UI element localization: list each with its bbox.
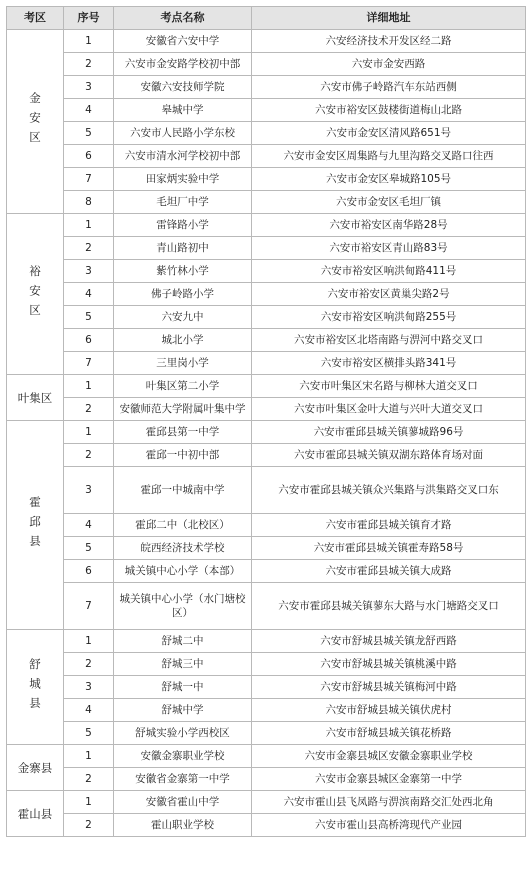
address-cell: 六安市舒城县城关镇梅河中路 [252, 676, 526, 699]
table-row [7, 352, 526, 375]
address-cell: 六安市裕安区横排头路341号 [252, 352, 526, 375]
site-name-cell: 青山路初中 [114, 237, 252, 260]
exam-sites-table-container [6, 6, 526, 837]
address-cell: 六安市霍山县高桥湾现代产业园 [252, 814, 526, 837]
address-cell: 六安市霍邱县城关镇霍寿路58号 [252, 537, 526, 560]
site-name-cell: 舒城一中 [114, 676, 252, 699]
row-number-cell: 8 [64, 191, 114, 214]
site-name-cell: 城关镇中心小学（水门塘校区） [114, 583, 252, 630]
table-row [7, 653, 526, 676]
site-name-cell: 城关镇中心小学（本部） [114, 560, 252, 583]
table-row [7, 745, 526, 768]
site-name-cell: 安徽省六安中学 [114, 30, 252, 53]
address-cell: 六安经济技术开发区经二路 [252, 30, 526, 53]
row-number-cell: 1 [64, 791, 114, 814]
address-cell: 六安市舒城县城关镇伏虎村 [252, 699, 526, 722]
site-name-cell: 叶集区第二小学 [114, 375, 252, 398]
table-row [7, 53, 526, 76]
row-number-cell: 5 [64, 122, 114, 145]
address-cell: 六安市舒城县城关镇桃溪中路 [252, 653, 526, 676]
address-cell: 六安市裕安区鼓楼街道梅山北路 [252, 99, 526, 122]
table-row [7, 537, 526, 560]
table-row [7, 722, 526, 745]
site-name-cell: 霍山职业学校 [114, 814, 252, 837]
row-number-cell: 7 [64, 352, 114, 375]
row-number-cell: 2 [64, 653, 114, 676]
address-cell: 六安市金安区周集路与九里沟路交叉路口往西 [252, 145, 526, 168]
site-name-cell: 雷锋路小学 [114, 214, 252, 237]
site-name-cell: 安徽师范大学附属叶集中学 [114, 398, 252, 421]
address-cell: 六安市金安区清风路651号 [252, 122, 526, 145]
table-row [7, 237, 526, 260]
address-cell: 六安市金安西路 [252, 53, 526, 76]
address-cell: 六安市裕安区响洪甸路255号 [252, 306, 526, 329]
row-number-cell: 3 [64, 76, 114, 99]
site-name-cell: 霍邱县第一中学 [114, 421, 252, 444]
site-name-cell: 城北小学 [114, 329, 252, 352]
row-number-cell: 2 [64, 237, 114, 260]
district-cell: 叶集区 [7, 375, 64, 421]
table-row [7, 168, 526, 191]
site-name-cell: 霍邱一中初中部 [114, 444, 252, 467]
district-cell: 舒城县 [7, 630, 64, 745]
table-row [7, 145, 526, 168]
site-name-cell: 六安市清水河学校初中部 [114, 145, 252, 168]
row-number-cell: 2 [64, 444, 114, 467]
table-row [7, 699, 526, 722]
address-cell: 六安市霍邱县城关镇蓼东大路与水门塘路交叉口 [252, 583, 526, 630]
site-name-cell: 霍邱一中城南中学 [114, 467, 252, 514]
exam-sites-table [6, 6, 526, 837]
site-name-cell: 紫竹林小学 [114, 260, 252, 283]
row-number-cell: 2 [64, 768, 114, 791]
district-cell: 裕安区 [7, 214, 64, 375]
address-cell: 六安市佛子岭路汽车东站西侧 [252, 76, 526, 99]
site-name-cell: 六安九中 [114, 306, 252, 329]
table-row [7, 444, 526, 467]
row-number-cell: 6 [64, 329, 114, 352]
row-number-cell: 7 [64, 168, 114, 191]
table-row [7, 630, 526, 653]
address-cell: 六安市霍邱县城关镇育才路 [252, 514, 526, 537]
site-name-cell: 安徽六安技师学院 [114, 76, 252, 99]
site-name-cell: 六安市人民路小学东校 [114, 122, 252, 145]
row-number-cell: 6 [64, 145, 114, 168]
address-cell: 六安市裕安区青山路83号 [252, 237, 526, 260]
address-cell: 六安市金寨县城区安徽金寨职业学校 [252, 745, 526, 768]
row-number-cell: 1 [64, 745, 114, 768]
row-number-cell: 5 [64, 537, 114, 560]
site-name-cell: 安徽金寨职业学校 [114, 745, 252, 768]
site-name-cell: 霍邱二中（北校区） [114, 514, 252, 537]
table-row [7, 398, 526, 421]
address-cell: 六安市金寨县城区金寨第一中学 [252, 768, 526, 791]
address-cell: 六安市裕安区黄巢尖路2号 [252, 283, 526, 306]
row-number-cell: 7 [64, 583, 114, 630]
table-header-row [7, 7, 526, 30]
address-cell: 六安市舒城县城关镇龙舒西路 [252, 630, 526, 653]
table-row [7, 421, 526, 444]
district-cell: 霍邱县 [7, 421, 64, 630]
header-site-name: 考点名称 [114, 7, 252, 30]
table-row [7, 306, 526, 329]
table-row [7, 814, 526, 837]
site-name-cell: 佛子岭路小学 [114, 283, 252, 306]
row-number-cell: 1 [64, 421, 114, 444]
row-number-cell: 4 [64, 99, 114, 122]
site-name-cell: 皖西经济技术学校 [114, 537, 252, 560]
table-row [7, 375, 526, 398]
table-row [7, 283, 526, 306]
table-row [7, 214, 526, 237]
district-cell: 霍山县 [7, 791, 64, 837]
row-number-cell: 3 [64, 260, 114, 283]
address-cell: 六安市金安区毛坦厂镇 [252, 191, 526, 214]
district-cell: 金安区 [7, 30, 64, 214]
row-number-cell: 2 [64, 53, 114, 76]
site-name-cell: 六安市金安路学校初中部 [114, 53, 252, 76]
address-cell: 六安市叶集区金叶大道与兴叶大道交叉口 [252, 398, 526, 421]
site-name-cell: 舒城中学 [114, 699, 252, 722]
site-name-cell: 舒城实验小学西校区 [114, 722, 252, 745]
row-number-cell: 4 [64, 283, 114, 306]
table-row [7, 791, 526, 814]
site-name-cell: 毛坦厂中学 [114, 191, 252, 214]
row-number-cell: 3 [64, 467, 114, 514]
row-number-cell: 2 [64, 814, 114, 837]
row-number-cell: 1 [64, 30, 114, 53]
table-row [7, 76, 526, 99]
table-body [7, 30, 526, 837]
table-row [7, 329, 526, 352]
address-cell: 六安市霍邱县城关镇众兴集路与洪集路交叉口东 [252, 467, 526, 514]
table-row [7, 122, 526, 145]
header-address: 详细地址 [252, 7, 526, 30]
address-cell: 六安市霍邱县城关镇大成路 [252, 560, 526, 583]
table-row [7, 99, 526, 122]
row-number-cell: 5 [64, 722, 114, 745]
table-row [7, 676, 526, 699]
site-name-cell: 田家炳实验中学 [114, 168, 252, 191]
site-name-cell: 舒城二中 [114, 630, 252, 653]
header-number: 序号 [64, 7, 114, 30]
address-cell: 六安市霍邱县城关镇双湖东路体育场对面 [252, 444, 526, 467]
address-cell: 六安市裕安区南华路28号 [252, 214, 526, 237]
address-cell: 六安市裕安区北塔南路与淠河中路交叉口 [252, 329, 526, 352]
table-row [7, 583, 526, 630]
row-number-cell: 6 [64, 560, 114, 583]
table-row [7, 560, 526, 583]
table-row [7, 467, 526, 514]
address-cell: 六安市金安区皋城路105号 [252, 168, 526, 191]
site-name-cell: 三里岗小学 [114, 352, 252, 375]
address-cell: 六安市霍邱县城关镇蓼城路96号 [252, 421, 526, 444]
table-row [7, 260, 526, 283]
table-row [7, 514, 526, 537]
row-number-cell: 2 [64, 398, 114, 421]
row-number-cell: 1 [64, 630, 114, 653]
district-cell: 金寨县 [7, 745, 64, 791]
address-cell: 六安市叶集区宋名路与柳林大道交叉口 [252, 375, 526, 398]
row-number-cell: 1 [64, 214, 114, 237]
table-row [7, 768, 526, 791]
site-name-cell: 安徽省金寨第一中学 [114, 768, 252, 791]
row-number-cell: 4 [64, 699, 114, 722]
header-district: 考区 [7, 7, 64, 30]
row-number-cell: 1 [64, 375, 114, 398]
site-name-cell: 舒城三中 [114, 653, 252, 676]
address-cell: 六安市霍山县飞凤路与淠滨南路交汇处西北角 [252, 791, 526, 814]
row-number-cell: 3 [64, 676, 114, 699]
site-name-cell: 皋城中学 [114, 99, 252, 122]
row-number-cell: 4 [64, 514, 114, 537]
site-name-cell: 安徽省霍山中学 [114, 791, 252, 814]
row-number-cell: 5 [64, 306, 114, 329]
address-cell: 六安市舒城县城关镇花桥路 [252, 722, 526, 745]
address-cell: 六安市裕安区响洪甸路411号 [252, 260, 526, 283]
table-row [7, 191, 526, 214]
table-row [7, 30, 526, 53]
